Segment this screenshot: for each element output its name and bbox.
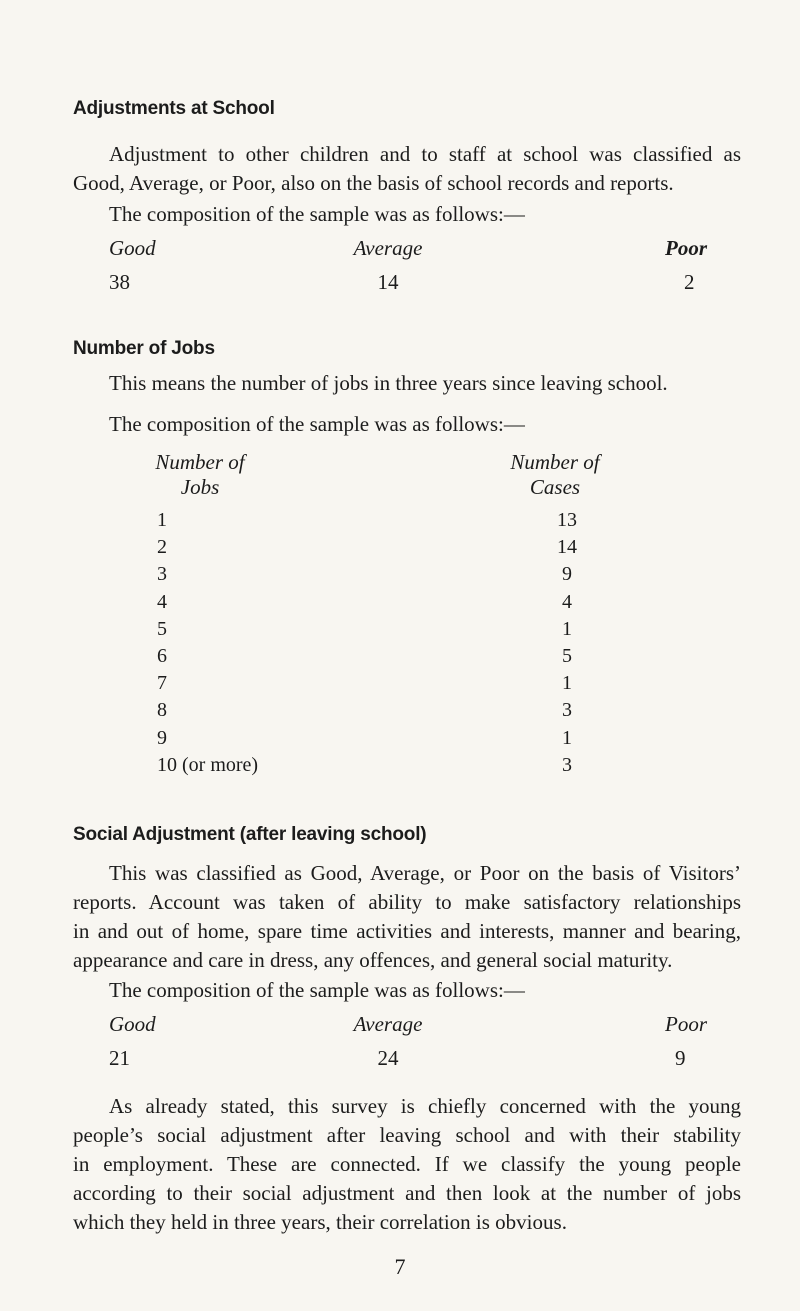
cases-value: 14 [557, 536, 577, 559]
paragraph-line: Good, Average, or Poor, also on the basis of school records and reports. [73, 171, 674, 195]
jobs-value: 6 [157, 645, 167, 667]
page-number: 7 [394, 1254, 406, 1279]
section-heading-number-of-jobs: Number of Jobs [73, 338, 215, 359]
cases-value: 1 [562, 726, 572, 749]
cases-value: 9 [562, 563, 572, 586]
cases-value: 3 [562, 753, 572, 776]
jobs-value: 2 [157, 536, 167, 559]
composition-intro: The composition of the sample was as follows:— [109, 202, 525, 226]
value-average: 14 [377, 270, 399, 294]
paragraph-line: in and out of home, spare time activities and interests, manner and bearing, [73, 919, 741, 943]
jobs-value: 9 [157, 726, 167, 749]
jobs-value: 5 [157, 617, 167, 640]
paragraph-line: according to their social adjustment and then look at the number of jobs [73, 1181, 741, 1205]
cases-value: 1 [562, 617, 572, 640]
paragraph-line: reports. Account was taken of ability to make satisfactory relationships [73, 890, 741, 914]
header-line: Number of [510, 450, 600, 474]
section3-paragraph [73, 859, 741, 975]
header-line: Cases [529, 475, 581, 499]
jobs-value: 10 (or more) [157, 753, 259, 776]
cases-value: 5 [562, 645, 572, 667]
value-good: 38 [109, 270, 130, 294]
jobs-value: 8 [157, 699, 167, 722]
column-header-number-of-jobs [155, 450, 244, 500]
column-header-poor: Poor [665, 1012, 707, 1036]
cases-value: 1 [562, 672, 572, 695]
paragraph-line: which they held in three years, their correlation is obvious. [73, 1210, 567, 1234]
paragraph-line: This was classified as Good, Average, or Poor on the basis of Visitors’ [109, 861, 741, 885]
column-header-average: Average [353, 236, 423, 260]
jobs-value: 3 [157, 563, 167, 586]
paragraph-line: Adjustment to other children and to staff at school was classified as [109, 142, 741, 166]
column-header-number-of-cases [510, 450, 599, 500]
cases-value: 4 [562, 590, 572, 613]
paragraph-line: appearance and care in dress, any offences, and general social maturity. [73, 948, 673, 972]
section-heading-social-adjustment: Social Adjustment (after leaving school) [73, 824, 427, 845]
section-heading-adjustments-at-school: Adjustments at School [73, 98, 275, 119]
paragraph-line: people’s social adjustment after leaving school and with their stability [73, 1123, 741, 1147]
paragraph-line: in employment. These are connected. If we classify the young people [73, 1152, 741, 1176]
closing-paragraph [73, 1092, 741, 1237]
header-line: Number of [155, 450, 245, 474]
cases-value: 3 [562, 699, 572, 722]
header-line: Jobs [180, 475, 220, 499]
jobs-value: 1 [157, 509, 167, 531]
paragraph-line: As already stated, this survey is chiefly concerned with the young [109, 1094, 741, 1118]
value-poor: 9 [675, 1046, 686, 1070]
value-poor: 2 [684, 270, 695, 294]
value-average: 24 [377, 1046, 399, 1070]
jobs-description: This means the number of jobs in three years since leaving school. [109, 371, 668, 395]
jobs-value: 7 [157, 672, 167, 695]
section1-paragraph [73, 140, 741, 198]
cases-value: 13 [557, 509, 577, 531]
value-good: 21 [109, 1046, 130, 1070]
column-header-average: Average [353, 1012, 423, 1036]
column-header-good: Good [109, 236, 156, 260]
jobs-value: 4 [157, 590, 167, 613]
column-header-good: Good [109, 1012, 156, 1036]
composition-intro: The composition of the sample was as follows:— [109, 412, 525, 436]
column-header-poor: Poor [665, 236, 707, 260]
composition-intro: The composition of the sample was as follows:— [109, 978, 525, 1002]
